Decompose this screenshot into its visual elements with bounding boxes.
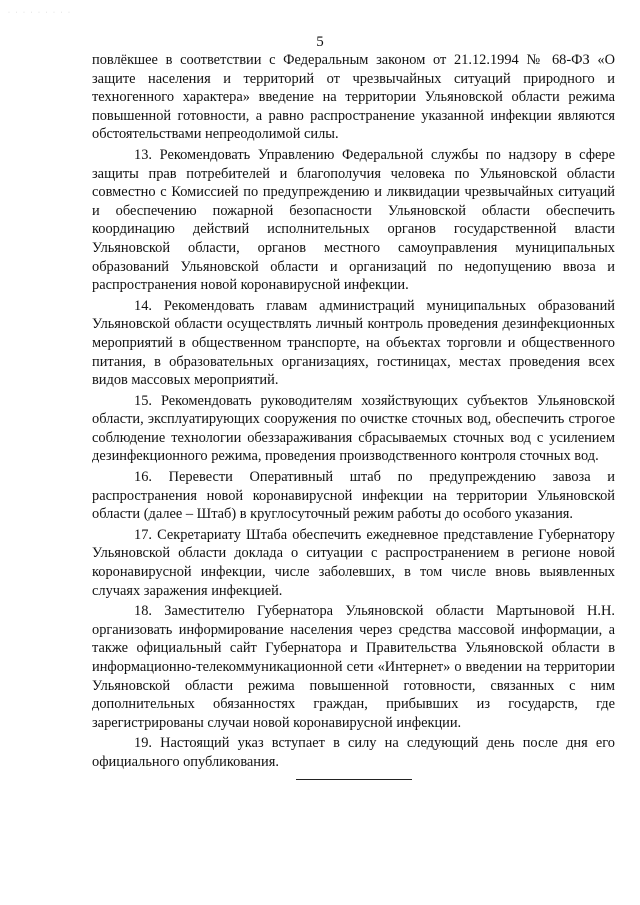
- page-number: 5: [316, 34, 324, 50]
- paragraph-continuation: повлёкшее в соответствии с Федеральным законом от 21.12.1994 № 68-ФЗ «О защите населения и территорий от чрезвычайных ситуаций природного и техногенного характера» введение на территории Ульяновской области режима повышенной готовности, а равно распространение указанной инфекции являются обстоятельствами непреодолимой силы.: [92, 52, 615, 143]
- paragraph-14: 14. Рекомендовать главам администраций муниципальных образований Ульяновской области осуществлять личный контроль проведения дезинфекционных мероприятий в общественном транспорте, на объектах торговли и общественного питания, в образовательных организациях, гостиницах, местах проведения всех видов массовых мероприятий.: [92, 297, 615, 389]
- paragraph-13: 13. Рекомендовать Управлению Федеральной службы по надзору в сфере защиты прав потребителей и благополучия человека по Ульяновской области совместно с Комиссией по предупреждению и ликвидации чрезвычайных ситуаций и обеспечению пожарной безопасности Ульяновской области обеспечить координацию действий исполнительных органов государственной власти Ульяновской области, органов местного самоуправления муниципальных образований Ульяновской области и организаций по недопущению ввоза и распространения новой коронавирусной инфекции.: [92, 146, 615, 294]
- paragraph-18: 18. Заместителю Губернатора Ульяновской области Мартыновой Н.Н. организовать информирование населения через средства массовой информации, а также официальный сайт Губернатора и Правительства Ульяновской области в информационно-телекоммуникационной сети «Интернет» о введении на территории Ульяновской области режима повышенной готовности, связанных с ним дополнительных обязанностях граждан, прибывших из государств, где зарегистрированы случаи новой коронавирусной инфекции.: [92, 603, 615, 731]
- document-body: [92, 51, 615, 774]
- paragraph-19: 19. Настоящий указ вступает в силу на следующий день после дня его официального опубликования.: [92, 735, 615, 770]
- paragraph-17: 17. Секретариату Штаба обеспечить ежедневное представление Губернатору Ульяновской области доклада о ситуации с распространением в регионе новой коронавирусной инфекции, числе заболевших, в том числе вновь выявленных случаях заражения инфекцией.: [92, 526, 615, 599]
- scan-artifact: · · · · · · · · ·: [8, 10, 72, 16]
- paragraph-15: 15. Рекомендовать руководителям хозяйствующих субъектов Ульяновской области, эксплуатирующих сооружения по очистке сточных вод, обеспечить строгое соблюдение технологии обеззараживания сбрасываемых сточных вод с усилением дезинфекционного режима, проведения производственного контроля сточных вод.: [92, 392, 615, 465]
- end-of-document-rule: [296, 779, 412, 780]
- paragraph-16: 16. Перевести Оперативный штаб по предупреждению завоза и распространения новой коронавирусной инфекции на территории Ульяновской области (далее – Штаб) в круглосуточный режим работы до особого указания.: [92, 469, 615, 523]
